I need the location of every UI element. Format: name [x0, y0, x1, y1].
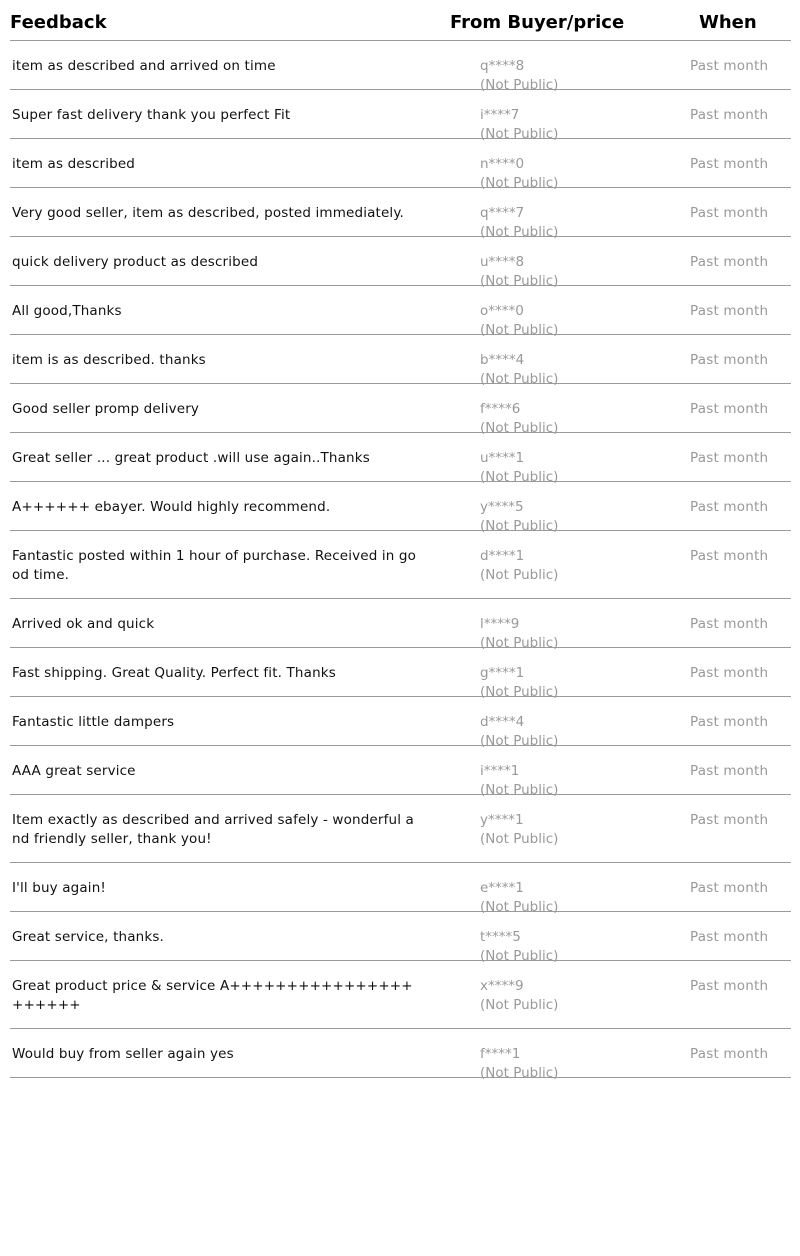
price-visibility: (Not Public) — [480, 126, 559, 142]
feedback-text: Great service, thanks. — [12, 929, 164, 945]
feedback-text: Fast shipping. Great Quality. Perfect fit. Thanks — [12, 665, 336, 681]
buyer-id: t****5 — [480, 929, 521, 945]
table-row — [10, 384, 791, 436]
price-visibility: (Not Public) — [480, 948, 559, 964]
feedback-text: Great product price & service A++++++++++++++++++++++ — [12, 978, 413, 1013]
when-cell: Past month — [690, 450, 769, 466]
price-visibility: (Not Public) — [480, 77, 559, 93]
price-visibility: (Not Public) — [480, 831, 559, 847]
table-row — [10, 961, 791, 1029]
when-cell: Past month — [690, 205, 769, 221]
price-visibility: (Not Public) — [480, 371, 559, 387]
when-cell: Past month — [690, 254, 769, 270]
feedback-text: AAA great service — [12, 763, 136, 779]
price-visibility: (Not Public) — [480, 224, 559, 240]
feedback-text: Fantastic little dampers — [12, 714, 175, 730]
when-cell: Past month — [690, 929, 769, 945]
feedback-table — [10, 0, 791, 1081]
when-cell: Past month — [690, 58, 769, 74]
feedback-text: Super fast delivery thank you perfect Fit — [12, 107, 291, 123]
when-cell: Past month — [690, 499, 769, 515]
table-row — [10, 335, 791, 387]
buyer-id: g****1 — [480, 665, 525, 681]
price-visibility: (Not Public) — [480, 733, 559, 749]
feedback-rows — [10, 41, 791, 1081]
feedback-column-header: Feedback — [10, 12, 107, 33]
price-visibility: (Not Public) — [480, 175, 559, 191]
price-visibility: (Not Public) — [480, 782, 559, 798]
buyer-id: l****9 — [480, 616, 520, 632]
table-row — [10, 795, 791, 863]
when-cell: Past month — [690, 665, 769, 681]
table-row — [10, 863, 791, 915]
table-header — [10, 0, 791, 41]
feedback-text: item is as described. thanks — [12, 352, 206, 368]
table-row — [10, 188, 791, 240]
price-visibility: (Not Public) — [480, 684, 559, 700]
when-cell: Past month — [690, 107, 769, 123]
feedback-text: quick delivery product as described — [12, 254, 259, 270]
price-visibility: (Not Public) — [480, 1065, 559, 1081]
table-row — [10, 648, 791, 700]
when-cell: Past month — [690, 401, 769, 417]
feedback-text: Fantastic posted within 1 hour of purchase. Received in good time. — [12, 548, 417, 583]
table-row — [10, 746, 791, 798]
buyer-id: x****9 — [480, 978, 524, 994]
when-cell: Past month — [690, 812, 769, 828]
when-cell: Past month — [690, 1046, 769, 1062]
feedback-text: Great seller ... great product .will use again..Thanks — [12, 450, 370, 466]
buyer-id: o****0 — [480, 303, 524, 319]
buyer-id: u****8 — [480, 254, 525, 270]
buyer-id: q****7 — [480, 205, 525, 221]
feedback-text: Good seller promp delivery — [12, 401, 200, 417]
feedback-text: All good,Thanks — [12, 303, 122, 319]
when-cell: Past month — [690, 978, 769, 994]
when-cell: Past month — [690, 880, 769, 896]
buyer-cell — [480, 547, 558, 585]
price-visibility: (Not Public) — [480, 420, 559, 436]
buyer-id: y****1 — [480, 812, 524, 828]
price-visibility: (Not Public) — [480, 899, 559, 915]
price-visibility: (Not Public) — [480, 322, 559, 338]
price-visibility: (Not Public) — [480, 469, 559, 485]
when-cell: Past month — [690, 714, 769, 730]
buyer-id: u****1 — [480, 450, 525, 466]
price-visibility: (Not Public) — [480, 567, 559, 583]
when-cell: Past month — [690, 303, 769, 319]
buyer-id: n****0 — [480, 156, 525, 172]
price-visibility: (Not Public) — [480, 997, 559, 1013]
buyer-cell — [480, 811, 558, 849]
when-cell: Past month — [690, 156, 769, 172]
table-row — [10, 912, 791, 964]
feedback-text: Would buy from seller again yes — [12, 1046, 234, 1062]
buyer-id: f****1 — [480, 1046, 521, 1062]
buyer-id: d****1 — [480, 548, 525, 564]
buyer-id: f****6 — [480, 401, 521, 417]
table-row — [10, 286, 791, 338]
when-cell: Past month — [690, 548, 769, 564]
buyer-id: i****1 — [480, 763, 520, 779]
buyer-price-column-header: From Buyer/price — [450, 12, 625, 33]
feedback-text: item as described and arrived on time — [12, 58, 276, 74]
price-visibility: (Not Public) — [480, 273, 559, 289]
feedback-text: item as described — [12, 156, 136, 172]
when-column-header: When — [699, 12, 757, 33]
feedback-text: Item exactly as described and arrived safely - wonderful and friendly seller, thank you! — [12, 812, 414, 847]
table-row — [10, 599, 791, 651]
buyer-id: e****1 — [480, 880, 524, 896]
buyer-id: b****4 — [480, 352, 525, 368]
buyer-id: y****5 — [480, 499, 524, 515]
table-row — [10, 1029, 791, 1081]
table-row — [10, 139, 791, 191]
table-row — [10, 41, 791, 93]
table-row — [10, 697, 791, 749]
feedback-text: Very good seller, item as described, posted immediately. — [12, 205, 404, 221]
table-row — [10, 237, 791, 289]
buyer-id: i****7 — [480, 107, 520, 123]
table-row — [10, 433, 791, 485]
buyer-id: d****4 — [480, 714, 525, 730]
buyer-cell — [480, 977, 558, 1015]
table-row — [10, 482, 791, 534]
feedback-text: I'll buy again! — [12, 880, 106, 896]
buyer-id: q****8 — [480, 58, 525, 74]
when-cell: Past month — [690, 616, 769, 632]
price-visibility: (Not Public) — [480, 635, 559, 651]
buyer-cell — [480, 1045, 558, 1083]
table-row — [10, 90, 791, 142]
feedback-text: A++++++ ebayer. Would highly recommend. — [12, 499, 331, 515]
feedback-text: Arrived ok and quick — [12, 616, 155, 632]
table-row — [10, 531, 791, 599]
when-cell: Past month — [690, 763, 769, 779]
price-visibility: (Not Public) — [480, 518, 559, 534]
when-cell: Past month — [690, 352, 769, 368]
